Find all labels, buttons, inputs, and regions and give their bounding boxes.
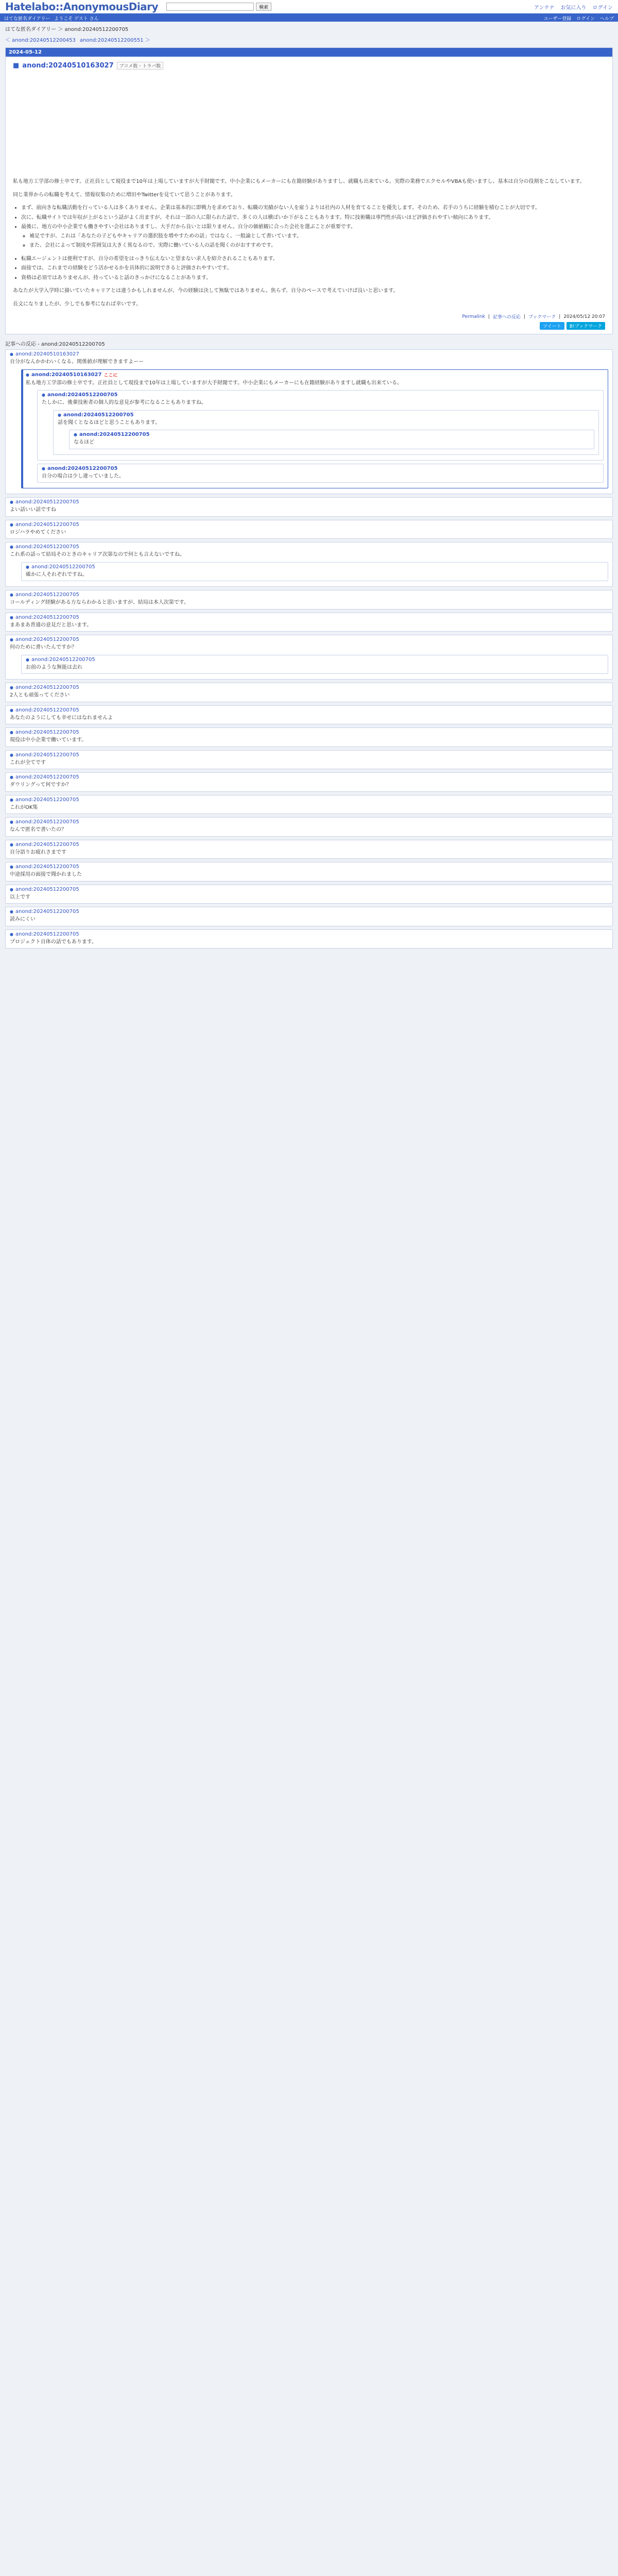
share-row bbox=[13, 322, 605, 330]
response-text: 自分の場合は少し違っていました。 bbox=[42, 473, 124, 479]
response-link-row bbox=[10, 931, 608, 937]
response-link[interactable]: anond:20240512200705 bbox=[31, 564, 95, 570]
response-link[interactable]: anond:20240512200705 bbox=[15, 637, 79, 642]
response-node bbox=[5, 885, 613, 904]
response-text: 話を聞くとなるほどと思うこともあります。 bbox=[58, 419, 161, 426]
response-text: これがOK集 bbox=[10, 804, 38, 810]
response-link[interactable]: anond:20240510163027 bbox=[31, 371, 102, 378]
response-node bbox=[5, 542, 613, 587]
response-link[interactable]: anond:20240512200705 bbox=[15, 864, 79, 870]
response-node bbox=[5, 613, 613, 632]
response-node bbox=[21, 369, 608, 489]
entry-footer: Permalink | 記事への反応 | ブックマーク | 2024/05/12 20:07 bbox=[462, 314, 605, 320]
search-input[interactable] bbox=[166, 3, 254, 11]
response-link[interactable]: anond:20240512200705 bbox=[15, 931, 79, 937]
bullet-icon: ● bbox=[74, 432, 77, 437]
response-node bbox=[5, 795, 613, 815]
response-link-row bbox=[10, 819, 608, 825]
response-tree bbox=[5, 349, 613, 948]
response-link[interactable]: anond:20240512200705 bbox=[15, 521, 79, 528]
response-link-row bbox=[10, 592, 608, 598]
bullet-icon: ● bbox=[10, 730, 13, 735]
response-node bbox=[5, 840, 613, 859]
welcome-text: ようこそ ゲスト さん bbox=[54, 16, 99, 22]
response-node bbox=[5, 590, 613, 609]
response-link-row bbox=[10, 774, 608, 780]
response-link-row bbox=[10, 544, 608, 550]
response-text: まあまあ普通の意見だと思います。 bbox=[10, 622, 92, 628]
hatena-bookmark-button[interactable]: B!ブックマーク bbox=[566, 322, 605, 330]
response-link[interactable]: anond:20240512200705 bbox=[15, 819, 79, 825]
day-section bbox=[5, 47, 613, 334]
response-node bbox=[5, 907, 613, 926]
bullet-icon: ● bbox=[10, 887, 13, 892]
search-bar bbox=[166, 3, 271, 11]
response-text: 現役は中小企業で働いています。 bbox=[10, 737, 87, 743]
response-link[interactable]: anond:20240512200705 bbox=[15, 886, 79, 892]
response-text: ダウリングって何ですか？ bbox=[10, 782, 72, 788]
next-entry-link[interactable]: anond:20240512200551 ＞ bbox=[79, 38, 150, 43]
bullet-icon: ● bbox=[42, 466, 45, 471]
register-link[interactable]: ユーザー登録 bbox=[543, 16, 572, 22]
response-children bbox=[21, 369, 608, 489]
response-link-row bbox=[26, 371, 604, 378]
response-link[interactable]: anond:20240510163027 bbox=[15, 351, 79, 357]
response-link-row bbox=[58, 412, 594, 418]
response-text: 以上です bbox=[10, 894, 30, 900]
response-link-row bbox=[74, 432, 590, 437]
entry-paragraph: 長文になりましたが、少しでも参考になれば幸いです。 bbox=[13, 301, 142, 307]
entry-badge[interactable]: ブコメ数・トラバ数 bbox=[117, 62, 164, 70]
response-children bbox=[53, 410, 599, 455]
response-text: コールディング経験がある方ならわかると思いますが、結局は本人次第です。 bbox=[10, 600, 189, 605]
bullet-icon: ● bbox=[10, 909, 13, 914]
bullet-icon: ● bbox=[58, 412, 61, 417]
bullet-icon: ● bbox=[10, 865, 13, 869]
entry-sublist bbox=[21, 232, 605, 250]
response-node bbox=[5, 497, 613, 517]
response-link[interactable]: anond:20240512200705 bbox=[15, 841, 79, 848]
list-item: • 最後に、地方の中小企業でも働きやすい会社はありますし、大手だから良いとは限りません。自分の価値観に合った会社を選ぶことが重要です。 ◦ 補足ですが、これは「あなたの子どもやキャリアの選択肢を増やすための話」ではなく、一般論として書いています。 ◦ また、会社によって制度や雰囲気は大きく異なるので、実際に働いている人の話を聞くのがおすすめです。 bbox=[21, 223, 605, 250]
bullet-icon: ● bbox=[10, 820, 13, 824]
response-link[interactable]: anond:20240512200705 bbox=[15, 499, 79, 505]
search-button[interactable]: 検索 bbox=[256, 3, 271, 11]
favorites-link[interactable]: お気に入り bbox=[560, 5, 587, 11]
response-text: 自分語りお疲れさまです bbox=[10, 849, 66, 855]
responses-link[interactable]: 記事への反応 bbox=[492, 315, 521, 320]
entry-title-link[interactable]: anond:20240510163027 bbox=[22, 62, 114, 70]
pager bbox=[0, 33, 618, 45]
response-text: ロジハラやめてください bbox=[10, 529, 66, 535]
breadcrumb: はてな匿名ダイアリー ＞ anond:20240512200705 bbox=[5, 27, 129, 32]
sub-nav bbox=[0, 14, 618, 22]
response-text: 確かに人それぞれですね。 bbox=[26, 571, 88, 578]
response-link-row bbox=[10, 499, 608, 505]
response-link[interactable]: anond:20240512200705 bbox=[47, 465, 118, 471]
response-link-row bbox=[10, 909, 608, 914]
response-text: 読みにくい bbox=[10, 917, 36, 922]
bullet-icon: ● bbox=[10, 775, 13, 779]
response-text: これが全てです bbox=[10, 759, 46, 766]
response-link-row bbox=[10, 707, 608, 713]
bullet-icon: ● bbox=[10, 842, 13, 847]
response-children bbox=[21, 655, 608, 674]
response-link-row bbox=[10, 637, 608, 642]
response-node bbox=[5, 772, 613, 792]
sublist-item: ◦ また、会社によって制度や雰囲気は大きく異なるので、実際に働いている人の話を聞くのがおすすめです。 bbox=[29, 242, 605, 250]
response-node bbox=[5, 727, 613, 747]
response-node bbox=[5, 683, 613, 702]
response-link[interactable]: anond:20240512200705 bbox=[63, 412, 134, 418]
entry-paragraph: 同じ業界からの転職を考えて、情報収集のために増田やTwitterを見ていて思うことがあります。 bbox=[13, 192, 236, 198]
response-node bbox=[5, 862, 613, 882]
bullet-icon: ● bbox=[10, 545, 13, 549]
response-node bbox=[37, 390, 604, 461]
bullet-icon: ● bbox=[42, 393, 45, 397]
response-children bbox=[69, 430, 594, 449]
response-link-row bbox=[10, 752, 608, 758]
response-link[interactable]: anond:20240512200705 bbox=[15, 707, 79, 713]
response-text: あなたのようにしても幸せにはなれませんよ bbox=[10, 715, 113, 721]
here-tag: ここに bbox=[104, 372, 118, 378]
bullet-icon: ● bbox=[10, 352, 13, 357]
bullet-icon: ● bbox=[26, 657, 29, 662]
response-link-row bbox=[10, 730, 608, 735]
response-link-row bbox=[10, 522, 608, 528]
response-node bbox=[21, 655, 608, 674]
bullet-icon: ● bbox=[10, 637, 13, 642]
response-link[interactable]: anond:20240512200705 bbox=[15, 909, 79, 914]
bullet-icon: ● bbox=[10, 592, 13, 597]
tree-title: 記事への反応 - anond:20240512200705 bbox=[5, 342, 105, 347]
entry-title bbox=[13, 62, 605, 70]
bullet-icon: ● bbox=[10, 522, 13, 527]
response-text: プロジェクト自体の話でもあります。 bbox=[10, 939, 97, 945]
response-node bbox=[5, 349, 613, 494]
entry-timestamp: 2024/05/12 20:07 bbox=[563, 314, 605, 319]
response-node bbox=[5, 520, 613, 539]
response-link[interactable]: anond:20240512200705 bbox=[47, 392, 118, 398]
response-node bbox=[5, 750, 613, 770]
sublist-item: ◦ 補足ですが、これは「あなたの子どもやキャリアの選択肢を増やすための話」ではなく、一般論として書いています。 bbox=[29, 232, 605, 241]
bullet-icon: ● bbox=[26, 372, 29, 377]
subnav-login-link[interactable]: ログイン bbox=[576, 16, 595, 22]
response-text: これ系の話って結局そのときのキャリア次第なので何とも言えないですね。 bbox=[10, 552, 185, 557]
help-link[interactable]: ヘルプ bbox=[599, 16, 614, 22]
response-text: よい話いい話ですね bbox=[10, 507, 56, 513]
bookmark-link[interactable]: ブックマーク bbox=[528, 315, 556, 320]
entry bbox=[6, 57, 612, 334]
response-node bbox=[5, 817, 613, 837]
response-link-row bbox=[26, 564, 604, 570]
response-link[interactable]: anond:20240512200705 bbox=[15, 730, 79, 735]
response-link-row bbox=[10, 887, 608, 892]
response-node bbox=[21, 562, 608, 582]
login-link[interactable]: ログイン bbox=[592, 5, 613, 11]
day-date: 2024-05-12 bbox=[6, 48, 612, 57]
response-link-row bbox=[10, 864, 608, 870]
list-item: • 資格は必須ではありませんが、持っていると話のきっかけになることがあります。 bbox=[21, 274, 605, 282]
response-text: 自分がなんかかわいくなる、関係値が理解できますよーー bbox=[10, 359, 144, 365]
bullet-icon: ● bbox=[10, 931, 13, 937]
response-link-row bbox=[10, 797, 608, 803]
response-text: 中途採用の面接で聞かれました bbox=[10, 872, 82, 877]
list-item: • 面接では、これまでの経験をどう活かせるかを具体的に説明できると評価されやすいです。 bbox=[21, 264, 605, 273]
bullet-icon: ● bbox=[10, 685, 13, 690]
response-text: なんで匿名で書いたの？ bbox=[10, 827, 66, 833]
list-item: • 次に、転職サイトでは年収が上がるという話がよく出ますが、それは一部の人に限られた話で、多くの人は横ばいか下がることもあります。特に技術職は専門性が高いほど評価されやすい傾向にあります。 bbox=[21, 214, 605, 222]
response-node bbox=[69, 430, 594, 449]
response-link-row bbox=[42, 392, 599, 398]
response-children bbox=[37, 390, 604, 483]
response-link[interactable]: anond:20240512200705 bbox=[15, 685, 79, 690]
tweet-button[interactable]: ツイート bbox=[540, 322, 564, 330]
top-bar bbox=[0, 0, 618, 14]
bullet-icon: ● bbox=[10, 500, 13, 504]
home-link[interactable]: はてな匿名ダイアリー bbox=[4, 16, 50, 22]
bullet-icon: ● bbox=[10, 707, 13, 713]
response-text: お前のような無能は去れ bbox=[26, 664, 82, 670]
square-icon: ■ bbox=[13, 62, 20, 70]
prev-entry-link[interactable]: ＜ anond:20240512200453 bbox=[5, 38, 76, 43]
response-link[interactable]: anond:20240512200705 bbox=[31, 656, 95, 663]
list-item: • まず、前向きな転職活動を行っている人は多くありません。企業は基本的に即戦力を求めており、転職の実績がない人を雇うよりは社内の人材を育てることを優先します。そのため、若手のうちに経験を積むことが大切です。 bbox=[21, 204, 605, 212]
response-link[interactable]: anond:20240512200705 bbox=[79, 432, 150, 437]
response-link-row bbox=[26, 657, 604, 663]
response-link-row bbox=[10, 685, 608, 690]
response-text: 何のために書いたんですか？ bbox=[10, 645, 77, 650]
response-link-row bbox=[42, 466, 599, 471]
antenna-link[interactable]: アンテナ bbox=[534, 5, 555, 11]
bullet-icon: ● bbox=[26, 564, 29, 569]
response-text: 2人とも頑張ってください bbox=[10, 692, 70, 698]
response-node bbox=[5, 929, 613, 949]
response-link[interactable]: anond:20240512200705 bbox=[15, 796, 79, 803]
response-node bbox=[5, 635, 613, 680]
list-item: • 転職エージェントは便利ですが、自分の希望をはっきり伝えないと望まない求人を紹介されることもあります。 bbox=[21, 255, 605, 263]
response-link[interactable]: anond:20240512200705 bbox=[15, 752, 79, 758]
response-link[interactable]: anond:20240512200705 bbox=[15, 614, 79, 620]
response-node bbox=[5, 705, 613, 725]
response-link[interactable]: anond:20240512200705 bbox=[15, 774, 79, 780]
entry-paragraph: あなたが大学入学時に描いていたキャリアとは違うかもしれませんが、今の経験は決して無駄ではありません。焦らず、自分のペースで考えていけば良いと思います。 bbox=[13, 288, 399, 294]
response-link-row bbox=[10, 615, 608, 620]
entry-list-2 bbox=[13, 255, 605, 282]
response-link[interactable]: anond:20240512200705 bbox=[15, 592, 79, 598]
response-children bbox=[21, 562, 608, 582]
response-node bbox=[37, 464, 604, 483]
bullet-icon: ● bbox=[10, 797, 13, 802]
response-link-row bbox=[10, 842, 608, 848]
response-link[interactable]: anond:20240512200705 bbox=[15, 544, 79, 550]
response-text: 私も地方工学部の修士卒です。正社員として現役まで10年は上場していますが大手財閥です。中小企業にもメーカーにも在籍経験がありますし就職も出来ている。 bbox=[26, 380, 402, 386]
bullet-icon: ● bbox=[10, 615, 13, 620]
response-link-row bbox=[10, 351, 608, 357]
permalink[interactable]: Permalink bbox=[462, 314, 485, 319]
response-text: たしかに、後輩技術者の個人的な意見が参考になることもありますね。 bbox=[42, 400, 207, 405]
site-logo[interactable]: Hatelabo::AnonymousDiary bbox=[5, 1, 159, 13]
response-node bbox=[53, 410, 599, 455]
bullet-icon: ● bbox=[10, 752, 13, 757]
entry-list bbox=[13, 204, 605, 250]
entry-paragraph: 私も地方工学部の修士卒です。正社員として現役まで10年は上場していますが大手財閥です。中小企業にもメーカーにも在籍経験がありますし、就職も出来ている。実際の業務でエクセルやVBAも使いますし、基本は自分の役割をこなしています。 bbox=[13, 179, 585, 184]
response-text: なるほど bbox=[74, 439, 94, 445]
top-links bbox=[534, 3, 613, 11]
